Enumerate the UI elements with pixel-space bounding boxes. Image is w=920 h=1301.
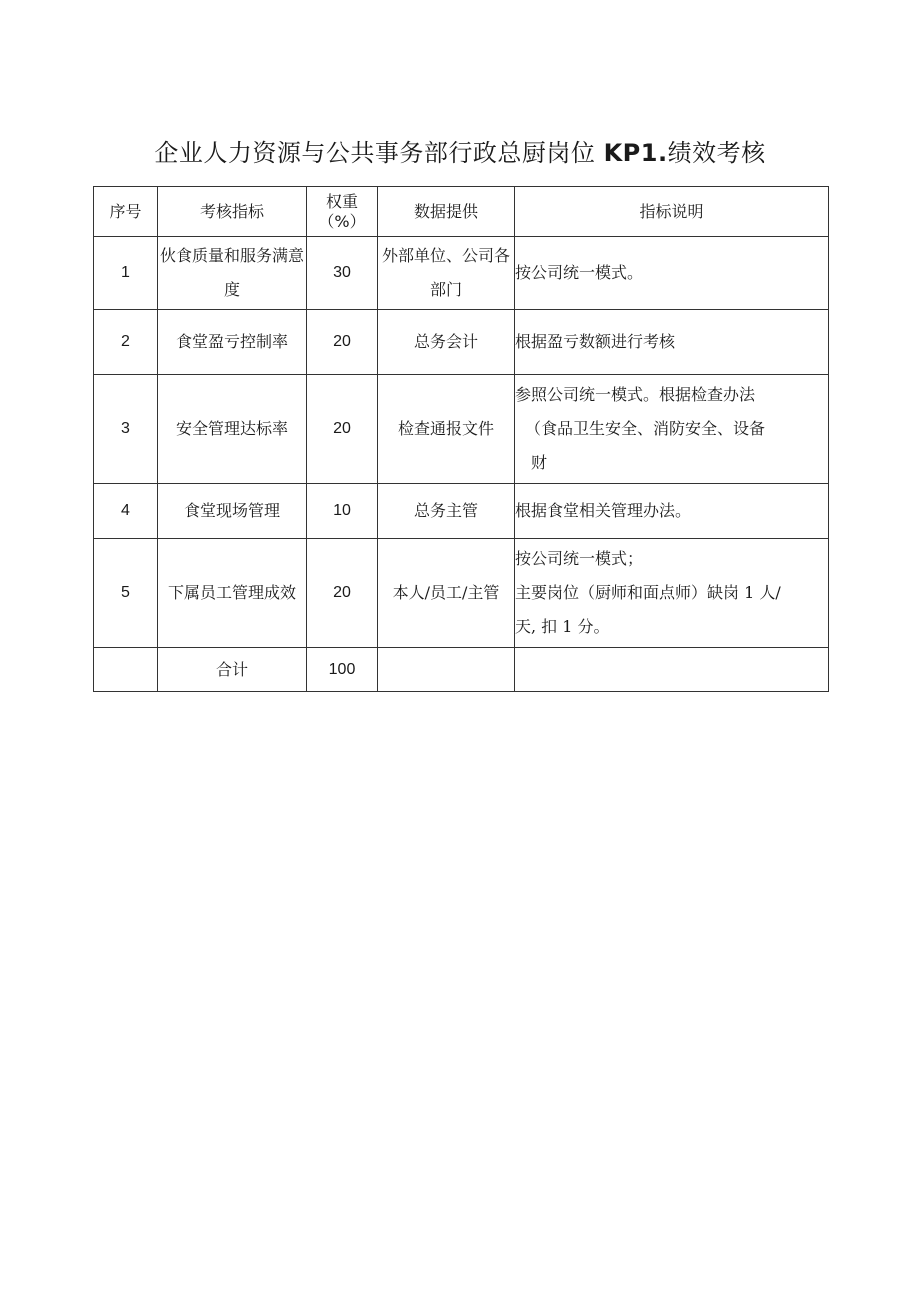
total-no-empty bbox=[94, 648, 158, 692]
row-weight: 20 bbox=[307, 310, 378, 375]
header-desc: 指标说明 bbox=[515, 187, 829, 237]
desc-line: 根据食堂相关管理办法。 bbox=[515, 501, 692, 520]
table-row bbox=[94, 375, 829, 484]
page-title bbox=[0, 133, 920, 168]
header-no: 序号 bbox=[94, 187, 158, 237]
row-weight: 30 bbox=[307, 237, 378, 310]
row-desc bbox=[515, 539, 829, 648]
row-weight: 20 bbox=[307, 375, 378, 484]
table-header-row bbox=[94, 187, 829, 237]
table-row bbox=[94, 237, 829, 310]
row-source: 本人/员工/主管 bbox=[378, 539, 515, 648]
row-no: 5 bbox=[94, 539, 158, 648]
row-desc bbox=[515, 310, 829, 375]
header-weight-line2: （%） bbox=[318, 211, 366, 231]
row-desc bbox=[515, 484, 829, 539]
desc-line: 按公司统一模式。 bbox=[515, 263, 644, 282]
table-row bbox=[94, 539, 829, 648]
row-metric: 食堂盈亏控制率 bbox=[158, 310, 307, 375]
row-metric: 安全管理达标率 bbox=[158, 375, 307, 484]
desc-line: 按公司统一模式； bbox=[515, 549, 644, 568]
total-weight: 100 bbox=[307, 648, 378, 692]
desc-line: （食品卫生安全、消防安全、设备 bbox=[525, 419, 766, 438]
header-weight-line1: 权重 bbox=[325, 191, 358, 211]
row-metric: 食堂现场管理 bbox=[158, 484, 307, 539]
row-no: 4 bbox=[94, 484, 158, 539]
row-no: 1 bbox=[94, 237, 158, 310]
table-row bbox=[94, 484, 829, 539]
desc-line: 天, 扣 1 分。 bbox=[515, 617, 610, 636]
row-weight: 10 bbox=[307, 484, 378, 539]
header-metric: 考核指标 bbox=[158, 187, 307, 237]
row-desc bbox=[515, 237, 829, 310]
row-source: 总务主管 bbox=[378, 484, 515, 539]
kpi-table bbox=[93, 186, 829, 692]
title-suffix: 绩效考核 bbox=[667, 139, 766, 167]
row-weight: 20 bbox=[307, 539, 378, 648]
row-metric: 下属员工管理成效 bbox=[158, 539, 307, 648]
row-desc bbox=[515, 375, 829, 484]
row-no: 3 bbox=[94, 375, 158, 484]
desc-line: 财 bbox=[531, 453, 548, 472]
title-code: KP1. bbox=[603, 139, 668, 167]
table-total-row bbox=[94, 648, 829, 692]
row-metric: 伙食质量和服务满意度 bbox=[158, 237, 307, 310]
total-label: 合计 bbox=[158, 648, 307, 692]
table-row bbox=[94, 310, 829, 375]
total-source-empty bbox=[378, 648, 515, 692]
header-source: 数据提供 bbox=[378, 187, 515, 237]
row-source: 总务会计 bbox=[378, 310, 515, 375]
row-source: 外部单位、公司各部门 bbox=[378, 237, 515, 310]
desc-line: 根据盈亏数额进行考核 bbox=[515, 332, 676, 351]
title-main: 企业人力资源与公共事务部行政总厨岗位 bbox=[154, 139, 596, 167]
total-desc-empty bbox=[515, 648, 829, 692]
header-weight bbox=[307, 187, 378, 237]
row-source: 检查通报文件 bbox=[378, 375, 515, 484]
desc-line: 参照公司统一模式。根据检查办法 bbox=[515, 385, 756, 404]
desc-line: 主要岗位（厨师和面点师）缺岗 1 人/ bbox=[515, 583, 781, 602]
row-no: 2 bbox=[94, 310, 158, 375]
